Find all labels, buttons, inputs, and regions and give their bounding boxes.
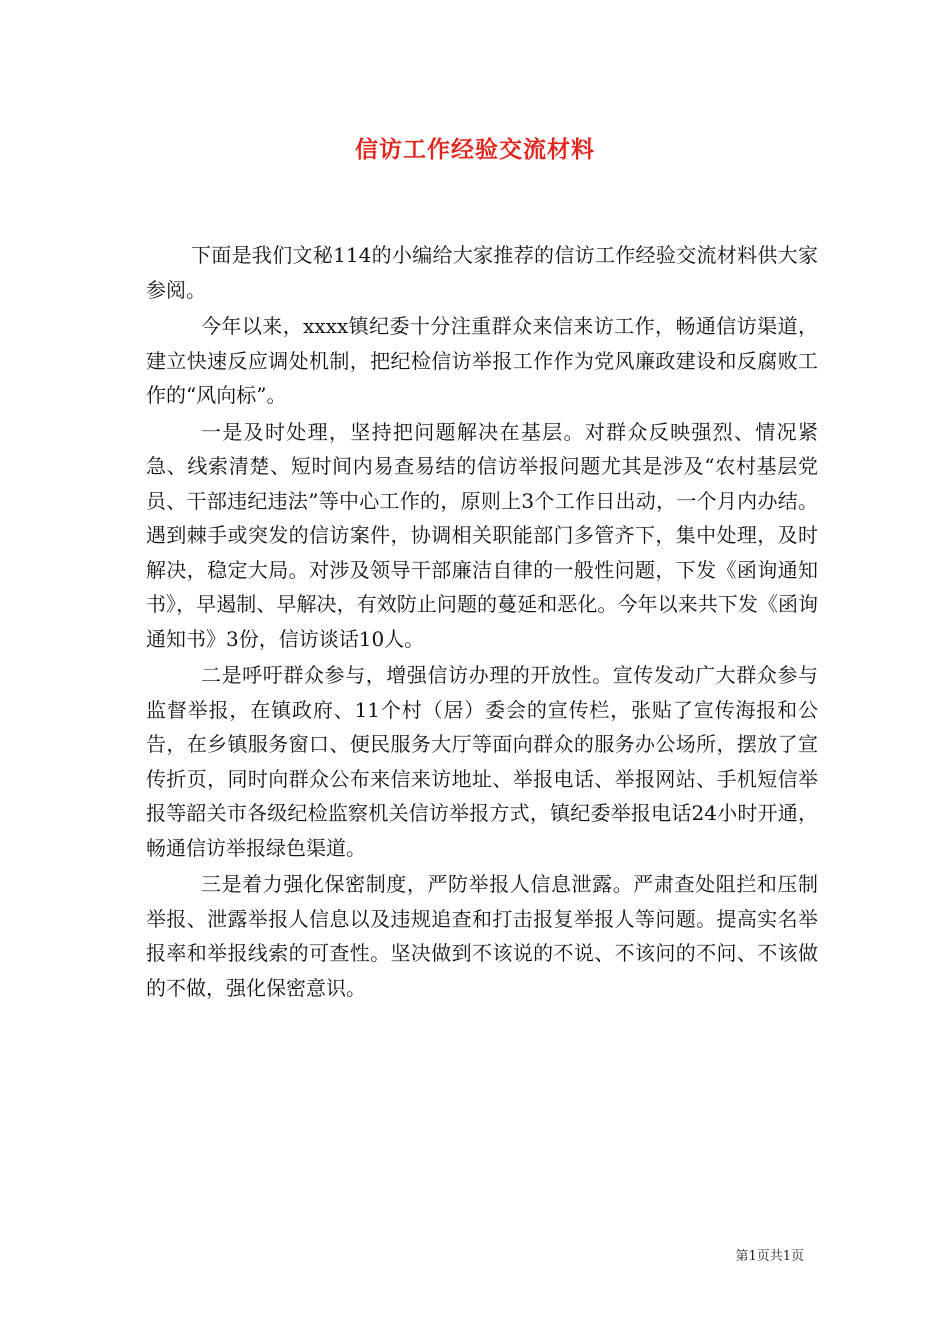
paragraph-intro: 下面是我们文秘114的小编给大家推荐的信访工作经验交流材料供大家参阅。 bbox=[146, 243, 818, 302]
paragraph-point-one: 一是及时处理，坚持把问题解决在基层。对群众反映强烈、情况紧急、线索清楚、短时间内易查易结的信访举报问题尤其是涉及“农村基层党员、干部违纪违法”等中心工作的，原则上3个工作日出动，一个月内办结。遇到棘手或突发的信访案件，协调相关职能部门多管齐下，集中处理，及时解决，稳定大局。对涉及领导干部廉洁自律的一般性问题，下发《函询通知书》，早遏制、早解决，有效防止问题的蔓延和恶化。今年以来共下发《函询通知书》3份，信访谈话10人。 bbox=[146, 419, 818, 651]
paragraph-point-two: 二是呼吁群众参与，增强信访办理的开放性。宣传发动广大群众参与监督举报，在镇政府、11个村（居）委会的宣传栏，张贴了宣传海报和公告，在乡镇服务窗口、便民服务大厅等面向群众的服务办公场所，摆放了宣传折页，同时向群众公布来信来访地址、举报电话、举报网站、手机短信举报等韶关市各级纪检监察机关信访举报方式，镇纪委举报电话24小时开通，畅通信访举报绿色渠道。 bbox=[146, 663, 818, 860]
paragraph-point-three: 三是着力强化保密制度，严防举报人信息泄露。严肃查处阻拦和压制举报、泄露举报人信息以及违规追查和打击报复举报人等问题。提高实名举报率和举报线索的可查性。坚决做到不该说的不说、不该问的不问、不该做的不做，强化保密意识。 bbox=[146, 872, 818, 1000]
page-number: 第1页共1页 bbox=[735, 1249, 804, 1264]
document-body bbox=[146, 238, 818, 1005]
paragraph-overview: 今年以来，xxxx镇纪委十分注重群众来信来访工作，畅通信访渠道，建立快速反应调处机制，把纪检信访举报工作作为党风廉政建设和反腐败工作的“风向标”。 bbox=[146, 314, 818, 407]
document-title: 信访工作经验交流材料 bbox=[355, 136, 595, 163]
